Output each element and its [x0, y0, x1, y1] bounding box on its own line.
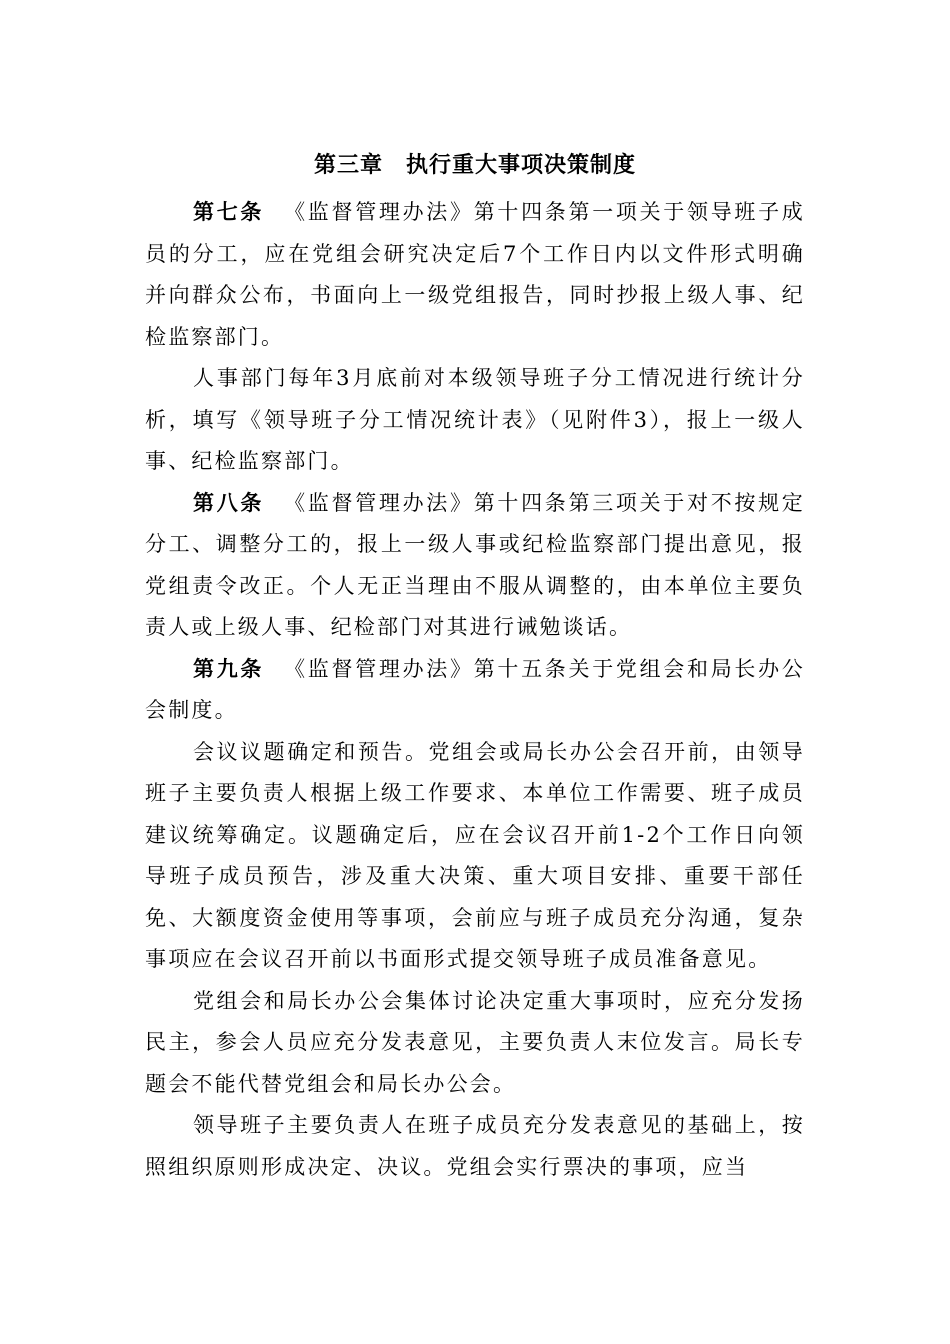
- chapter-title: 第三章 执行重大事项决策制度: [313, 153, 636, 178]
- article-label: 第九条: [193, 656, 265, 681]
- paragraph: [145, 732, 805, 981]
- paragraph: [145, 358, 805, 483]
- document-page: [145, 150, 805, 1188]
- paragraph-text: 领导班子主要负责人在班子成员充分发表意见的基础上，按照组织原则形成决定、决议。党组会实行票决的事项，应当: [145, 1113, 805, 1179]
- article-text: 《监督管理办法》第十四条第一项关于领导班子成员的分工，应在党组会研究决定后7个工作日内以文件形式明确并向群众公布，书面向上一级党组报告，同时抄报上级人事、纪检监察部门。: [145, 200, 805, 349]
- paragraph-text: 人事部门每年3月底前对本级领导班子分工情况进行统计分析，填写《领导班子分工情况统计表》（见附件3），报上一级人事、纪检监察部门。: [145, 366, 805, 473]
- article-text: 《监督管理办法》第十四条第三项关于对不按规定分工、调整分工的，报上一级人事或纪检监察部门提出意见，报党组责令改正。个人无正当理由不服从调整的，由本单位主要负责人或上级人事、纪检部门对其进行诫勉谈话。: [145, 490, 805, 639]
- paragraph-text: 党组会和局长办公会集体讨论决定重大事项时，应充分发扬民主，参会人员应充分发表意见，主要负责人末位发言。局长专题会不能代替党组会和局长办公会。: [145, 988, 805, 1096]
- paragraph: [145, 981, 805, 1106]
- article-label: 第八条: [193, 490, 265, 515]
- article-text: 《监督管理办法》第十五条关于党组会和局长办公会制度。: [145, 656, 805, 722]
- article-7: [145, 192, 805, 358]
- article-8: [145, 483, 805, 649]
- article-9: [145, 649, 805, 732]
- article-label: 第七条: [193, 200, 265, 224]
- paragraph-text: 会议议题确定和预告。党组会或局长办公会召开前，由领导班子主要负责人根据上级工作要求、本单位工作需要、班子成员建议统筹确定。议题确定后，应在会议召开前1-2个工作日向领导班子成员预告，涉及重大决策、重大项目安排、重要干部任免、大额度资金使用等事项，会前应与班子成员充分沟通，复杂事项应在会议召开前以书面形式提交领导班子成员准备意见。: [145, 739, 805, 971]
- paragraph: [145, 1105, 805, 1188]
